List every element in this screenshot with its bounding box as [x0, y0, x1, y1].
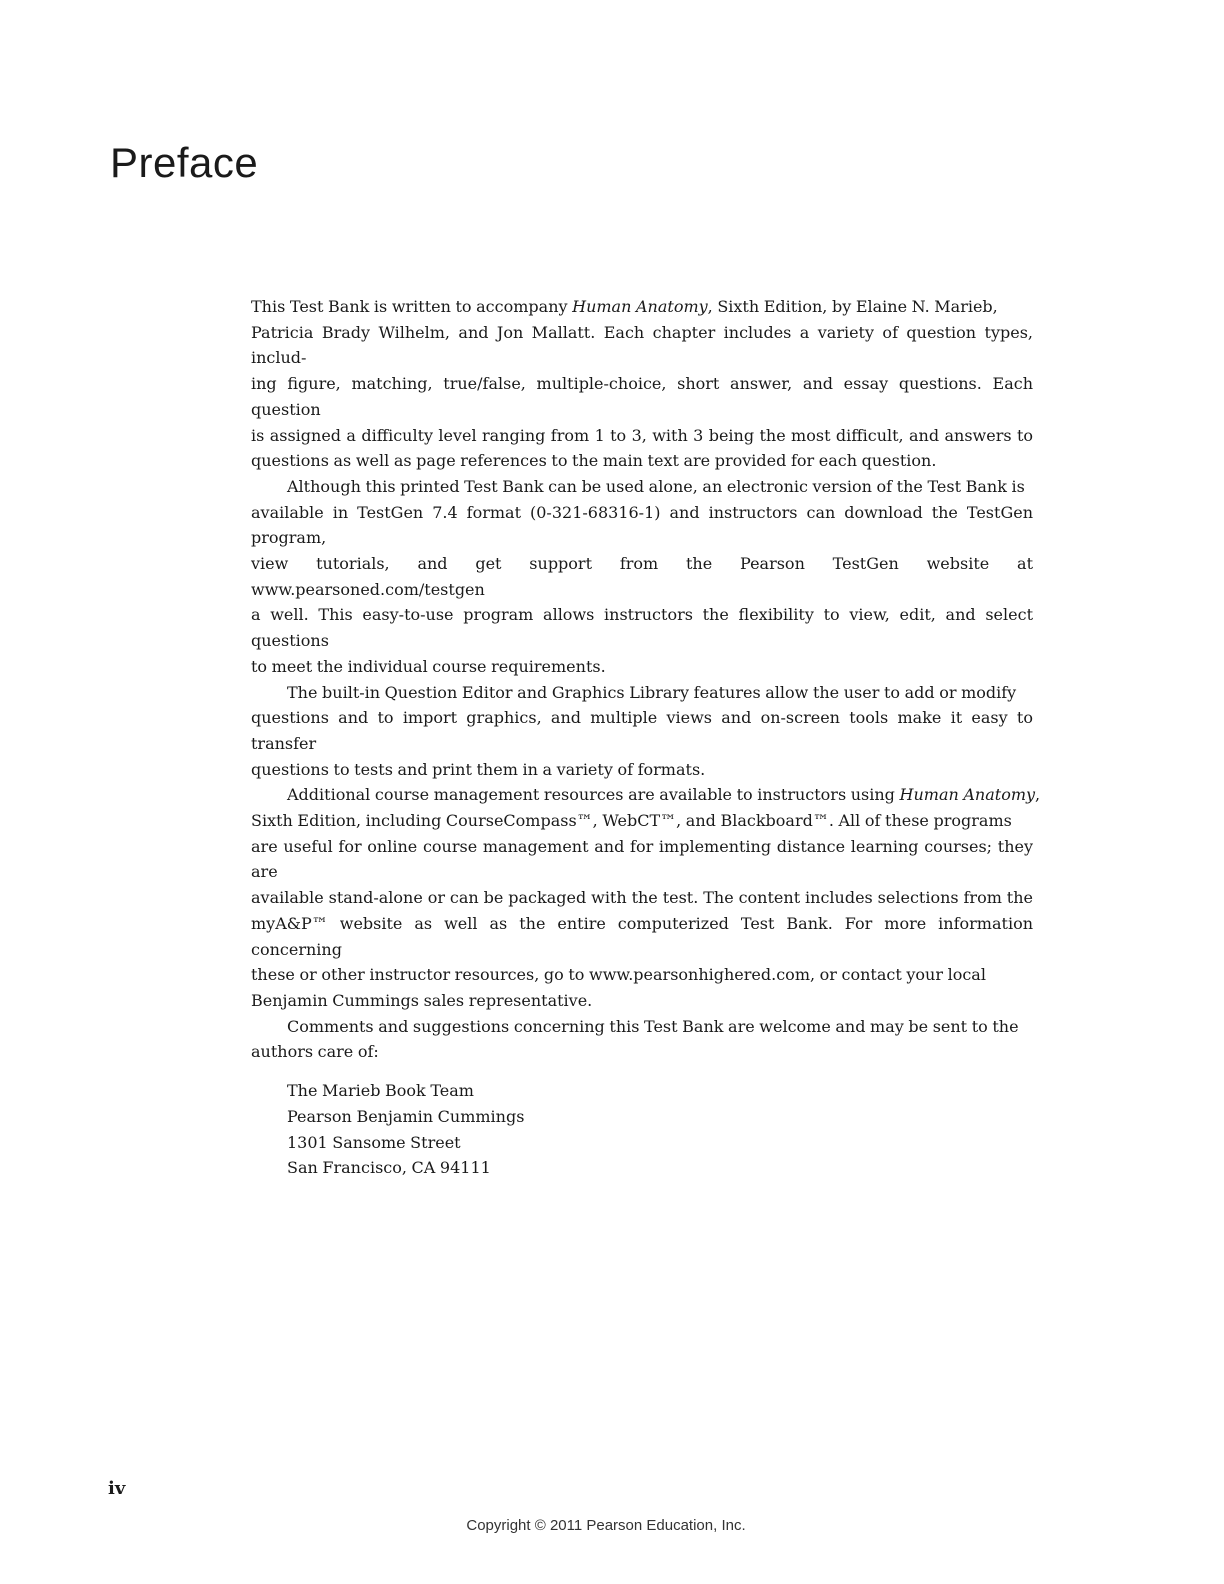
- paragraph-comments: [251, 1014, 1033, 1065]
- address-line: San Francisco, CA 94111: [287, 1158, 491, 1178]
- address-line: The Marieb Book Team: [287, 1081, 474, 1101]
- text-line: ing figure, matching, true/false, multiple-choice, short answer, and essay questions. Each question: [251, 374, 1033, 419]
- text-line: to meet the individual course requirements.: [251, 656, 606, 676]
- text-line: Benjamin Cummings sales representative.: [251, 990, 593, 1010]
- text-line: Comments and suggestions concerning this Test Bank are welcome and may be sent to the: [287, 1016, 1019, 1036]
- paragraph-testgen: [251, 474, 1033, 680]
- preface-body: [251, 294, 1041, 1181]
- text-line: Although this printed Test Bank can be used alone, an electronic version of the Test Bank is: [287, 476, 1025, 496]
- mailing-address: [287, 1078, 1033, 1181]
- page-number: iv: [108, 1478, 126, 1499]
- text-line: [251, 782, 1041, 808]
- paragraph-course-management: [251, 782, 1041, 1013]
- text-line: are useful for online course management and for implementing distance learning courses; they are: [251, 836, 1033, 882]
- copyright-notice: Copyright © 2011 Pearson Education, Inc.: [466, 1517, 746, 1534]
- text-line: is assigned a difficulty level ranging from 1 to 3, with 3 being the most difficult, and answers to: [251, 425, 1033, 445]
- text-line: The built-in Question Editor and Graphics Library features allow the user to add or modify: [287, 682, 1017, 702]
- text-line: these or other instructor resources, go to www.pearsonhighered.com, or contact your local: [251, 965, 986, 985]
- paragraph-intro: [251, 294, 1033, 474]
- page-title: Preface: [110, 139, 259, 186]
- text-run: This Test Bank is written to accompany: [251, 297, 573, 316]
- text-run: , Sixth Edition, by Elaine N. Marieb,: [707, 297, 998, 316]
- text-line: available stand-alone or can be packaged with the test. The content includes selections from the: [251, 888, 1033, 908]
- text-line: questions as well as page references to the main text are provided for each question.: [251, 451, 937, 471]
- paragraph-question-editor: [251, 680, 1033, 783]
- book-title: Human Anatomy: [572, 297, 708, 316]
- text-line: Sixth Edition, including CourseCompass™, WebCT™, and Blackboard™. All of these programs: [251, 811, 1012, 831]
- text-line: available in TestGen 7.4 format (0-321-68316-1) and instructors can download the TestGen program,: [251, 502, 1033, 548]
- text-line: a well. This easy-to-use program allows instructors the flexibility to view, edit, and select questions: [251, 605, 1033, 651]
- text-line: myA&P™ website as well as the entire computerized Test Bank. For more information concerning: [251, 913, 1033, 959]
- book-title: Human Anatomy: [899, 785, 1036, 805]
- text-line: Patricia Brady Wilhelm, and Jon Mallatt. Each chapter includes a variety of question types, includ-: [251, 322, 1033, 368]
- text-line: authors care of:: [251, 1042, 379, 1062]
- text-line: view tutorials, and get support from the Pearson TestGen website at www.pearsoned.com/testgen: [251, 554, 1033, 599]
- text-run: ,: [1035, 785, 1041, 805]
- address-line: Pearson Benjamin Cummings: [287, 1106, 525, 1126]
- text-line: questions and to import graphics, and multiple views and on-screen tools make it easy to transfer: [251, 708, 1033, 753]
- text-run: Additional course management resources are available to instructors using: [287, 785, 900, 805]
- text-line: [251, 294, 1033, 320]
- address-line: 1301 Sansome Street: [287, 1132, 461, 1152]
- text-line: questions to tests and print them in a variety of formats.: [251, 759, 706, 779]
